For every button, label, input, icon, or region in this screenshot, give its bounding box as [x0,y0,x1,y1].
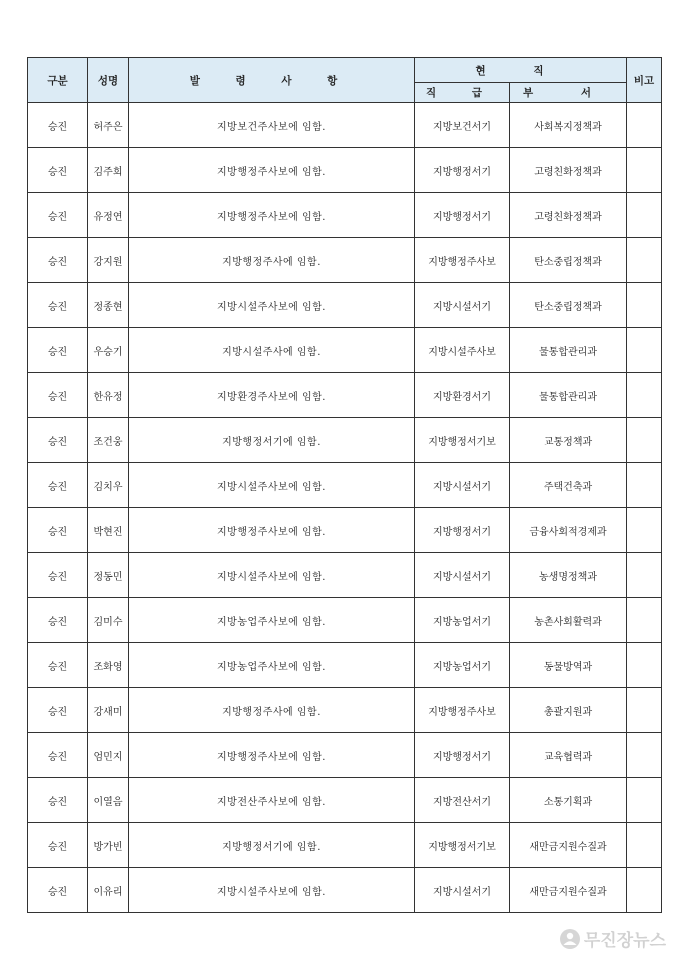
cell-order: 지방행정주사보에 임함. [129,148,415,193]
cell-order: 지방행정주사에 임함. [129,238,415,283]
header-type: 구분 [28,58,88,103]
table-row [28,643,662,688]
table-row [28,598,662,643]
cell-note [627,508,662,553]
cell-note [627,463,662,508]
cell-order: 지방시설주사에 임함. [129,328,415,373]
cell-dept: 금융사회적경제과 [510,508,627,553]
cell-type: 승진 [28,733,88,778]
cell-dept: 고령친화정책과 [510,148,627,193]
table-row [28,688,662,733]
cell-grade: 지방행정서기 [415,508,510,553]
cell-dept: 사회복지정책과 [510,103,627,148]
cell-type: 승진 [28,238,88,283]
table-row [28,283,662,328]
cell-dept: 농생명정책과 [510,553,627,598]
cell-type: 승진 [28,868,88,913]
header-note: 비고 [627,58,662,103]
cell-name: 우승기 [88,328,129,373]
table-row [28,418,662,463]
cell-name: 박현진 [88,508,129,553]
cell-type: 승진 [28,553,88,598]
cell-name: 정동민 [88,553,129,598]
table-row [28,508,662,553]
cell-dept: 새만금지원수질과 [510,868,627,913]
cell-order: 지방행정주사보에 임함. [129,508,415,553]
cell-note [627,373,662,418]
cell-name: 조화영 [88,643,129,688]
person-logo-icon [559,928,581,950]
cell-dept: 탄소중립정책과 [510,238,627,283]
watermark-text: 무진장뉴스 [583,931,666,951]
table-header [28,58,662,103]
cell-note [627,418,662,463]
cell-type: 승진 [28,598,88,643]
personnel-order-table [27,57,662,913]
cell-order: 지방시설주사보에 임함. [129,463,415,508]
cell-grade: 지방행정서기보 [415,823,510,868]
cell-grade: 지방농업서기 [415,643,510,688]
cell-type: 승진 [28,688,88,733]
cell-type: 승진 [28,103,88,148]
cell-type: 승진 [28,373,88,418]
cell-name: 엄민지 [88,733,129,778]
cell-type: 승진 [28,823,88,868]
cell-grade: 지방행정서기 [415,733,510,778]
cell-name: 강지원 [88,238,129,283]
table-row [28,868,662,913]
cell-type: 승진 [28,418,88,463]
cell-grade: 지방행정서기 [415,148,510,193]
cell-order: 지방행정주사보에 임함. [129,733,415,778]
header-dept: 부 서 [510,83,627,103]
cell-note [627,553,662,598]
cell-note [627,688,662,733]
cell-name: 김주희 [88,148,129,193]
table-row [28,778,662,823]
cell-type: 승진 [28,778,88,823]
cell-grade: 지방시설서기 [415,553,510,598]
cell-order: 지방농업주사보에 임함. [129,598,415,643]
cell-order: 지방보건주사보에 임함. [129,103,415,148]
table-row [28,103,662,148]
cell-order: 지방시설주사보에 임함. [129,868,415,913]
cell-grade: 지방시설서기 [415,463,510,508]
cell-name: 방가빈 [88,823,129,868]
cell-grade: 지방시설주사보 [415,328,510,373]
cell-dept: 주택건축과 [510,463,627,508]
table-row [28,238,662,283]
table-row [28,823,662,868]
cell-type: 승진 [28,643,88,688]
table-row [28,193,662,238]
cell-dept: 소통기획과 [510,778,627,823]
cell-name: 김미수 [88,598,129,643]
cell-order: 지방환경주사보에 임함. [129,373,415,418]
cell-order: 지방전산주사보에 임함. [129,778,415,823]
table-row [28,463,662,508]
cell-name: 강새미 [88,688,129,733]
cell-dept: 농촌사회활력과 [510,598,627,643]
cell-grade: 지방시설서기 [415,868,510,913]
cell-note [627,778,662,823]
cell-grade: 지방행정주사보 [415,238,510,283]
cell-note [627,148,662,193]
cell-grade: 지방전산서기 [415,778,510,823]
cell-name: 이열음 [88,778,129,823]
cell-note [627,193,662,238]
cell-note [627,598,662,643]
cell-order: 지방행정서기에 임함. [129,823,415,868]
table-row [28,148,662,193]
cell-type: 승진 [28,148,88,193]
cell-dept: 동물방역과 [510,643,627,688]
cell-note [627,868,662,913]
cell-name: 이유리 [88,868,129,913]
cell-grade: 지방행정주사보 [415,688,510,733]
cell-name: 허주은 [88,103,129,148]
cell-name: 조건웅 [88,418,129,463]
cell-grade: 지방시설서기 [415,283,510,328]
cell-note [627,283,662,328]
cell-order: 지방시설주사보에 임함. [129,553,415,598]
watermark [559,926,666,951]
cell-dept: 탄소중립정책과 [510,283,627,328]
cell-type: 승진 [28,508,88,553]
cell-order: 지방행정주사보에 임함. [129,193,415,238]
header-current: 현 직 [415,58,627,83]
cell-grade: 지방보건서기 [415,103,510,148]
cell-name: 유정연 [88,193,129,238]
cell-note [627,103,662,148]
table-row [28,328,662,373]
cell-order: 지방시설주사보에 임함. [129,283,415,328]
cell-note [627,643,662,688]
cell-type: 승진 [28,463,88,508]
cell-grade: 지방행정서기 [415,193,510,238]
cell-type: 승진 [28,328,88,373]
cell-type: 승진 [28,193,88,238]
cell-note [627,733,662,778]
cell-name: 김치우 [88,463,129,508]
cell-note [627,823,662,868]
cell-order: 지방행정서기에 임함. [129,418,415,463]
cell-dept: 총괄지원과 [510,688,627,733]
cell-dept: 물통합관리과 [510,328,627,373]
cell-name: 정종현 [88,283,129,328]
cell-grade: 지방농업서기 [415,598,510,643]
cell-note [627,238,662,283]
table-row [28,733,662,778]
cell-order: 지방농업주사보에 임함. [129,643,415,688]
cell-dept: 물통합관리과 [510,373,627,418]
cell-name: 한유정 [88,373,129,418]
cell-grade: 지방환경서기 [415,373,510,418]
cell-dept: 고령친화정책과 [510,193,627,238]
cell-dept: 새만금지원수질과 [510,823,627,868]
cell-dept: 교통정책과 [510,418,627,463]
cell-type: 승진 [28,283,88,328]
cell-dept: 교육협력과 [510,733,627,778]
cell-note [627,328,662,373]
header-grade: 직 급 [415,83,510,103]
table-row [28,373,662,418]
cell-order: 지방행정주사에 임함. [129,688,415,733]
table-body [28,103,662,913]
header-order: 발 령 사 항 [129,58,415,103]
cell-grade: 지방행정서기보 [415,418,510,463]
table-row [28,553,662,598]
header-name: 성명 [88,58,129,103]
